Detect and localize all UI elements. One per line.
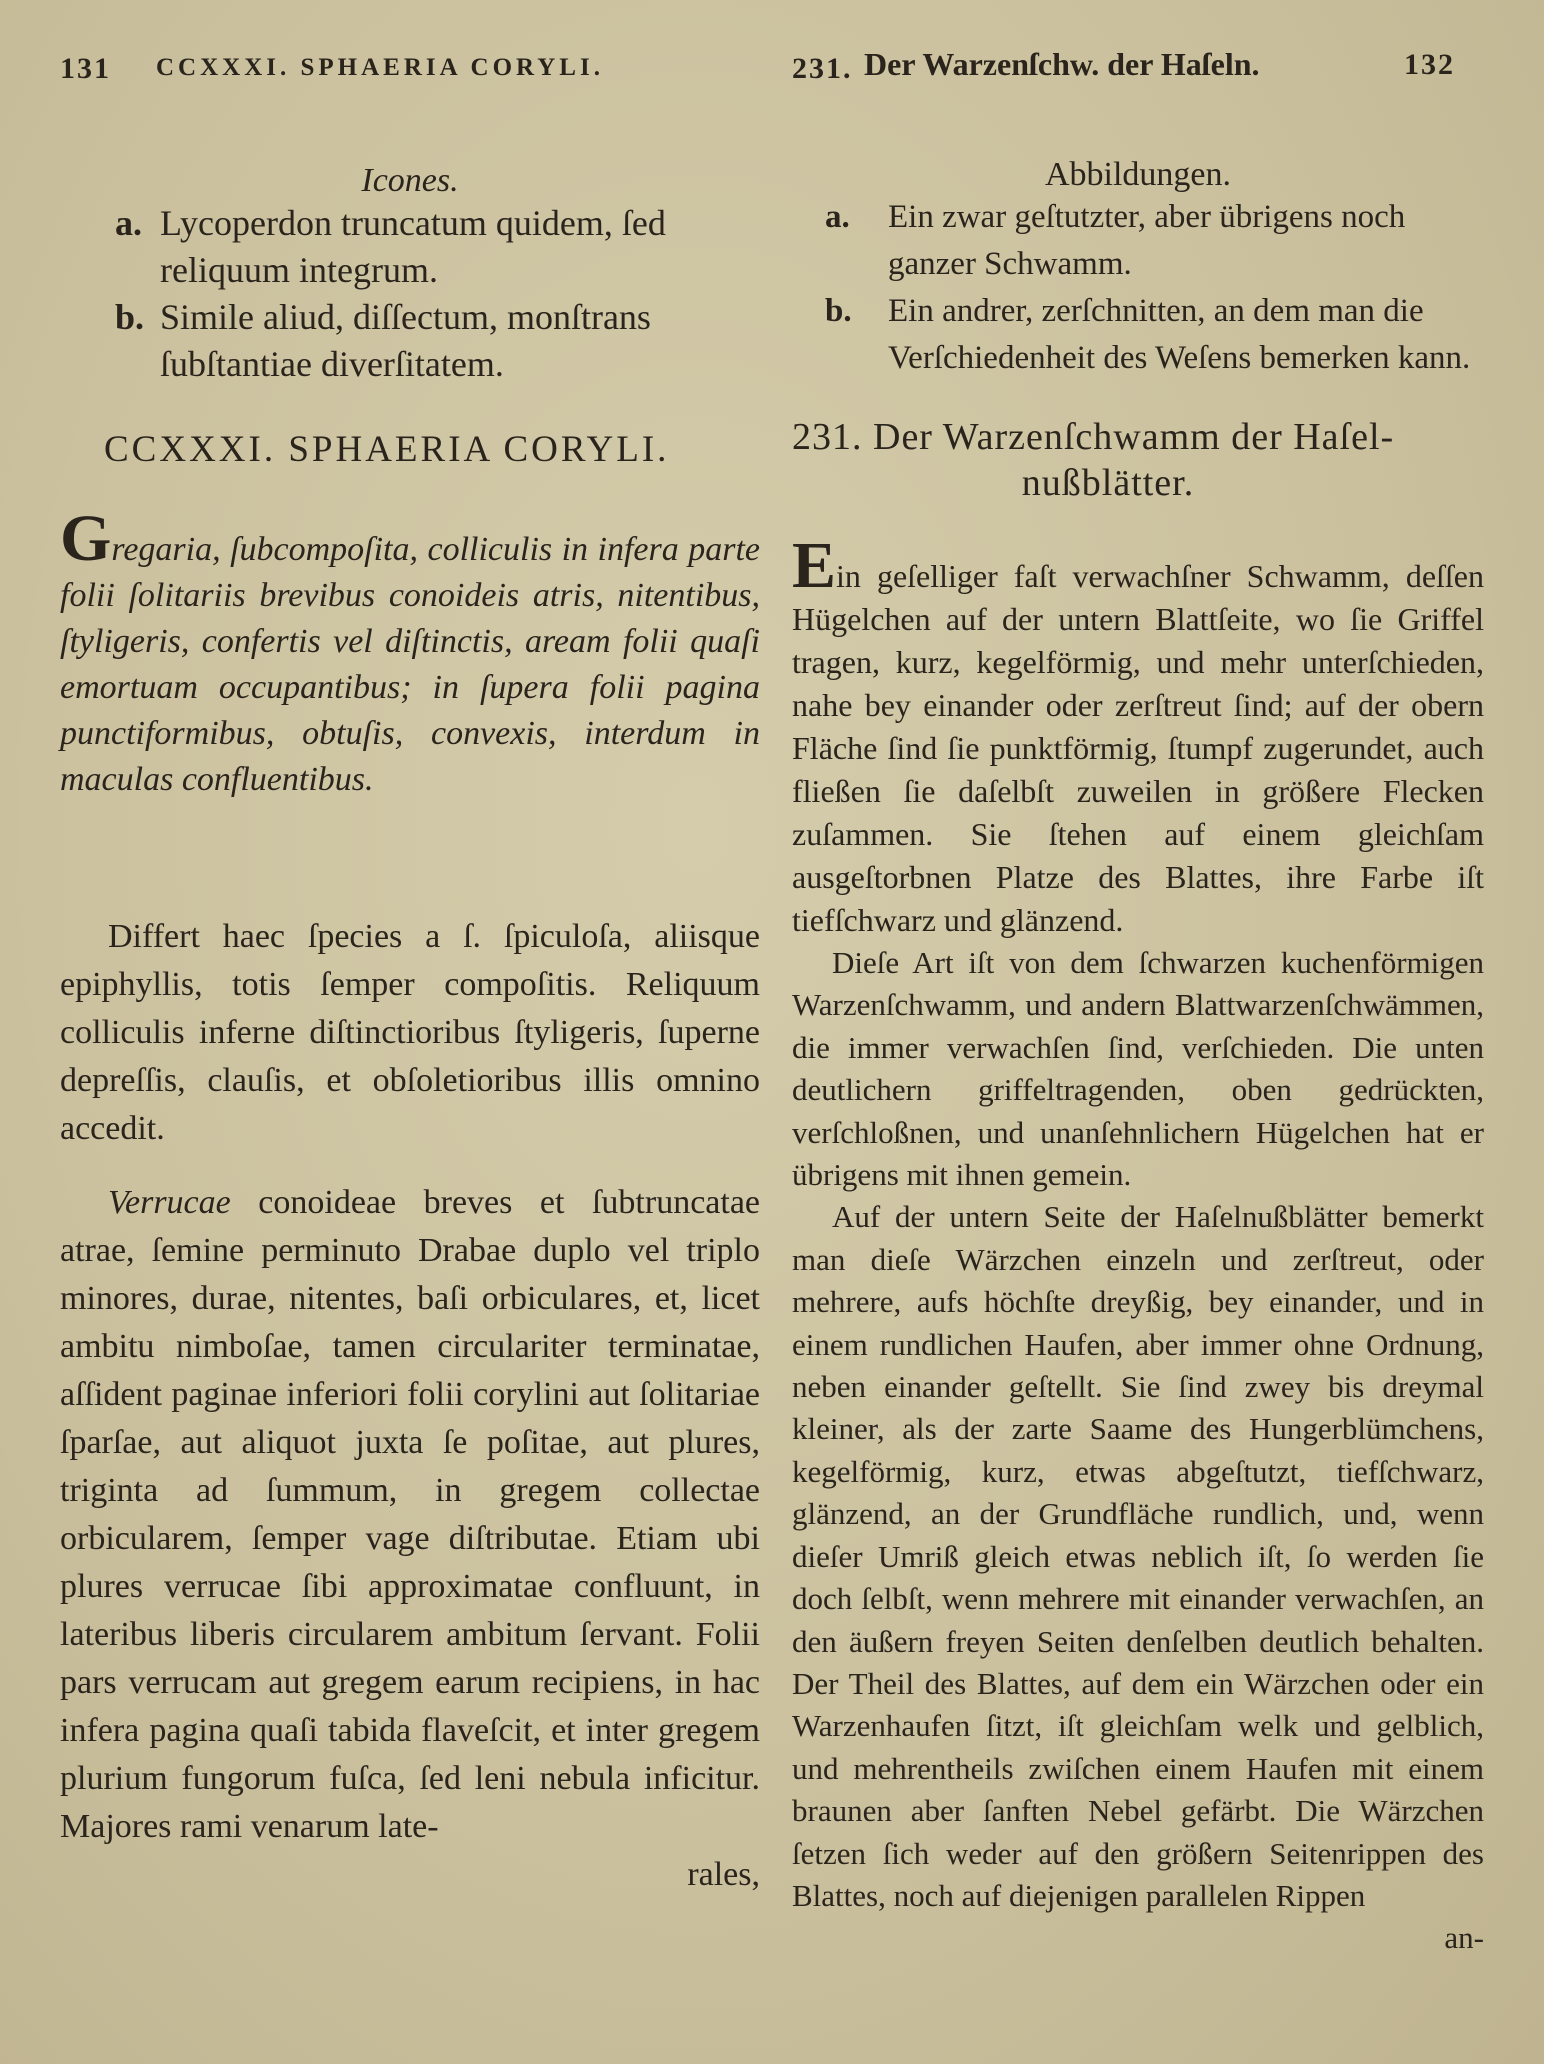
icones-heading: Icones.: [361, 162, 459, 199]
body-paragraph-2: [60, 1179, 760, 1851]
section-title: CCXXXI. SPHAERIA CORYLI.: [104, 429, 670, 470]
running-title: CCXXXI. SPHAERIA CORYLI.: [156, 54, 604, 81]
diagnosis-text: regaria, ſubcompoſita, colliculis in infera parte folii ſolitariis brevibus conoideis atris, nitentibus, ſtyligeris, confertis vel diſtinctis, aream folii quaſi emortuam occupantibus; in ſupera folii pagina punctiformibus, obtuſis, convexis, interdum in maculas confluentibus.: [60, 531, 760, 798]
icon-item-b: [792, 288, 1484, 382]
german-column: [792, 40, 1484, 1959]
running-header-right: [792, 40, 1484, 100]
icon-item-text: Ein andrer, zerſchnitten, an dem man die Verſchiedenheit des Weſens bemerken kann.: [888, 293, 1471, 376]
body-paragraph-1: Differt haec ſpecies a ſ. ſpiculoſa, aliisque epiphyllis, totis ſemper compoſitis. Reliquum colliculis inferne diſtinctioribus ſtyligeris, ſuperne depreſſis, clauſis, et obſoletioribus illis omnino accedit.: [60, 918, 760, 1147]
icon-item-label: b.: [115, 297, 145, 337]
running-title: Der Warzenſchw. der Haſeln.: [864, 46, 1260, 82]
drop-cap: G: [60, 502, 112, 575]
paragraph-lead-word: Verrucae: [108, 1184, 231, 1221]
diagnosis-paragraph: [792, 529, 1484, 942]
body-paragraph-1: Dieſe Art iſt von dem ſchwarzen kuchenförmigen Warzenſchwamm, und andern Blattwarzenſchwämmen, die immer verwachſen ſind, verſchieden. Die unten deutlichern griffeltragenden, oben gedrückten, verſchloßnen, und unanſehnlichern Hügelchen hat er übrigens mit ihnen gemein.: [792, 945, 1484, 1193]
icon-item-text: Simile aliud, diſſectum, monſtrans ſubſtantiae diverſitatem.: [160, 297, 651, 384]
species-number: 231.: [792, 52, 853, 85]
section-title-line1: 231. Der Warzenſchwamm der Haſel-: [792, 416, 1395, 458]
icon-item-a: [60, 200, 760, 294]
catchword: rales,: [687, 1856, 760, 1893]
icon-item-b: [60, 294, 760, 388]
body-paragraph-2: Auf der untern Seite der Haſelnußblätter bemerkt man dieſe Wärzchen einzeln und zerſtreut, oder mehrere, aufs höchſte dreyßig, bey einander, und in einem rundlichen Haufen, aber immer ohne Ordnung, neben einander geſtellt. Sie ſind zwey bis dreymal kleiner, als der zarte Saame des Hungerblümchens, kegelförmig, kurz, etwas abgeſtutzt, tiefſchwarz, glänzend, an der Grundfläche rundlich, und, wenn dieſer Umriß gleich etwas neblich iſt, ſo werden ſie doch ſelbſt, wenn mehrere mit einander verwachſen, an den äußern freyen Seiten denſelben deutlich behalten. Der Theil des Blattes, auf dem ein Wärzchen oder ein Warzenhaufen ſitzt, iſt gleichſam welk und gelblich, und mehrentheils zwiſchen einem Haufen mit einem braunen aber ſanften Nebel gefärbt. Die Wärzchen ſetzen ſich weder auf den größern Seitenrippen des Blattes, noch auf diejenigen parallelen Rippen: [792, 1199, 1484, 1913]
icones-heading: Abbildungen.: [1044, 156, 1232, 193]
latin-column: [60, 40, 760, 1899]
running-header-left: [60, 40, 760, 100]
page-number: 132: [1404, 48, 1455, 81]
icon-item-label: a.: [825, 199, 850, 235]
section-title: [792, 414, 1484, 506]
icon-item-label: a.: [115, 203, 142, 243]
diagnosis-text: in geſelliger faſt verwachſner Schwamm, deſſen Hügelchen auf der untern Blattſeite, wo ſie Griffel tragen, kurz, kegelförmig, und mehr unterſchieden, nahe bey einander oder zerſtreut ſind; auf der obern Fläche ſind ſie punktförmig, ſtumpf zugerundet, auch fließen ſie daſelbſt zuweilen in größere Flecken zuſammen. Sie ſtehen auf einem gleichſam ausgeſtorbnen Platze des Blattes, ihre Farbe iſt tiefſchwarz und glänzend.: [792, 558, 1484, 938]
icon-item-text: Lycoperdon truncatum quidem, ſed reliquum integrum.: [160, 203, 666, 290]
drop-cap: E: [792, 529, 837, 602]
diagnosis-paragraph: [60, 502, 760, 803]
catchword: an-: [1444, 1920, 1484, 1956]
icon-item-text: Ein zwar geſtutzter, aber übrigens noch ganzer Schwamm.: [888, 199, 1406, 282]
paragraph-text: conoideae breves et ſubtruncatae atrae, ſemine perminuto Drabae duplo vel triplo minores, durae, nitentes, baſi orbiculares, et, licet ambitu nimboſae, tamen circulariter terminatae, aſſident paginae inferiori folii corylini aut ſolitariae ſparſae, aut aliquot juxta ſe poſitae, aut plures, triginta ad ſummum, in gregem collectae orbicularem, ſemper vage diſtributae. Etiam ubi plures verrucae ſibi approximatae confluunt, in lateribus liberis circularem ambitum ſervant. Folii pars verrucam aut gregem earum recipiens, in hac infera pagina quaſi tabida flaveſcit, et inter gregem plurium fungorum fuſca, ſed leni nebula inficitur. Majores rami venarum late-: [60, 1184, 760, 1845]
page-number: 131: [60, 52, 111, 85]
icon-item-a: [792, 194, 1484, 288]
icon-item-label: b.: [825, 293, 852, 329]
section-title-line2: nußblätter.: [1021, 462, 1195, 504]
